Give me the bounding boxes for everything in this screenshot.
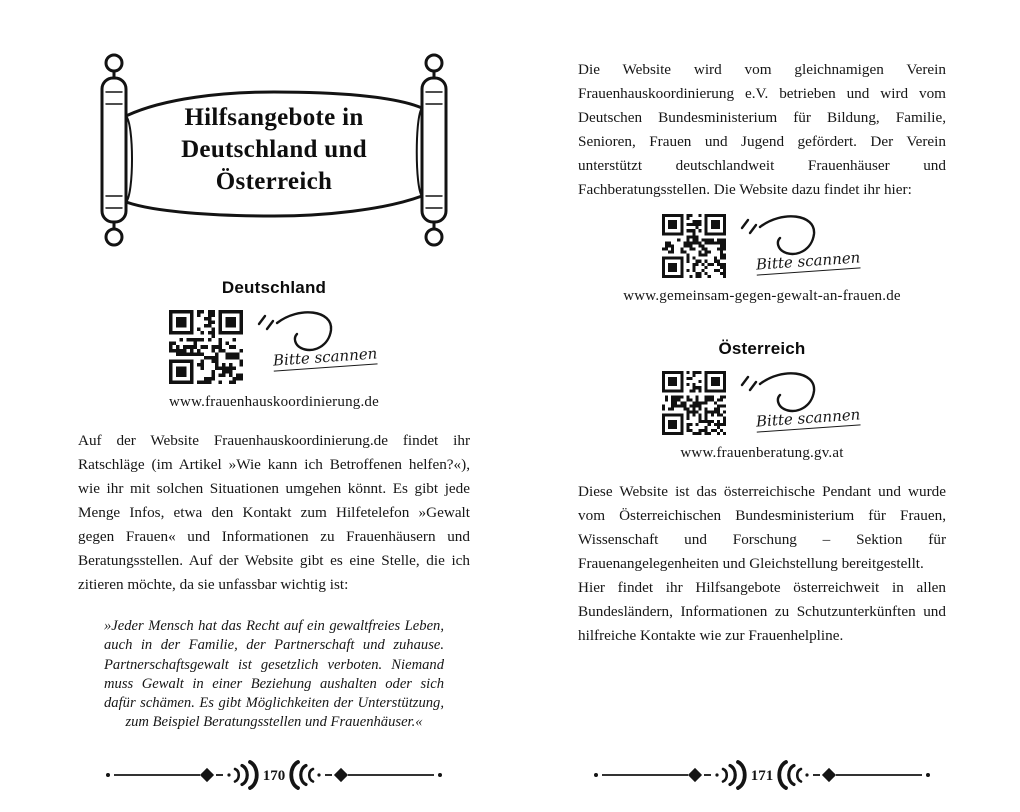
scan-caption: Bitte scannen [755, 405, 861, 431]
footer-ornament-icon [592, 758, 932, 792]
scan-hint [734, 208, 862, 272]
chapter-title-line: Hilfsangebote in [184, 104, 364, 131]
scan-hint [734, 365, 862, 429]
paragraph-austria-1: Diese Website ist das österreichische Pendant und wurde vom Österreichischen Bundesministerium für Frauen, Wissenschaft und Forschung – Sektion für Frauenangelegenheiten und Gleichstellung bereitgestellt. [578, 483, 946, 573]
qr-block-germany [78, 310, 470, 384]
page-footer [578, 758, 946, 792]
chapter-title-line: Österreich [215, 168, 333, 195]
page-number: 171 [750, 768, 774, 784]
footer-ornament-icon [104, 758, 444, 792]
qr-code-icon [169, 310, 243, 384]
blockquote: »Jeder Mensch hat das Recht auf ein gewaltfreies Leben, auch in der Familie, der Partnerschaft und zuhause. Partnerschaftsgewalt ist gesetzlich verboten. Niemand muss Gewalt in einer Beziehung aushalten oder sich dafür schämen. Es gibt Möglichkeiten der Unterstützung, zum Beispiel Beratungsstellen und Frauenhäuser.« [104, 618, 444, 731]
page-footer [78, 758, 470, 792]
heading-oesterreich: Österreich [718, 339, 806, 359]
page-left [78, 0, 470, 812]
qr-code-icon [662, 371, 726, 435]
paragraph-austria-2: Hier findet ihr Hilfsangebote österreichweit in allen Bundesländern, Informationen zu Schutzunterkünften und hilfreiche Kontakte wie zur Frauenhelpline. [578, 579, 946, 645]
qr-code-icon [662, 214, 726, 278]
paragraph-germany: Auf der Website Frauenhauskoordinierung.de findet ihr Ratschläge (im Artikel »Wie kann ich Betroffenen helfen?«), wie ihr mit solchen Situationen umgehen könnt. Es gibt jede Menge Infos, etwa den Kontakt zum Hilfetelefon »Gewalt gegen Frauen« und Informationen zu Frauenhäusern und Beratungsstellen. Auf der Website gibt es eine Stelle, die ich zitieren möchte, da sie unfassbar wichtig ist: [78, 432, 470, 594]
chapter-title-line: Deutschland und [181, 136, 367, 163]
qr-block-gemeinsam [578, 214, 946, 278]
url-gemeinsam-gegen-gewalt: www.gemeinsam-gegen-gewalt-an-frauen.de [623, 288, 901, 305]
scan-hint [251, 304, 379, 368]
heading-deutschland: Deutschland [221, 278, 327, 297]
scroll-banner-illustration [84, 50, 464, 250]
page-right [578, 0, 946, 812]
url-frauenhauskoordinierung: www.frauenhauskoordinierung.de [169, 394, 379, 410]
url-frauenberatung: www.frauenberatung.gv.at [680, 445, 844, 462]
qr-block-austria [578, 371, 946, 435]
chapter-title [132, 102, 416, 198]
page-number: 170 [262, 768, 286, 784]
scan-caption: Bitte scannen [755, 248, 861, 274]
scan-caption: Bitte scannen [272, 344, 378, 370]
paragraph-intro: Die Website wird vom gleichnamigen Verein Frauenhauskoordinierung e.V. betrieben und wird vom Deutschen Bundesministerium für Bildung, Familie, Senioren, Frauen und Jugend gefördert. Der Verein unterstützt deutschlandweit Frauenhäuser und Fachberatungsstellen. Die Website dazu findet ihr hier: [578, 61, 946, 199]
